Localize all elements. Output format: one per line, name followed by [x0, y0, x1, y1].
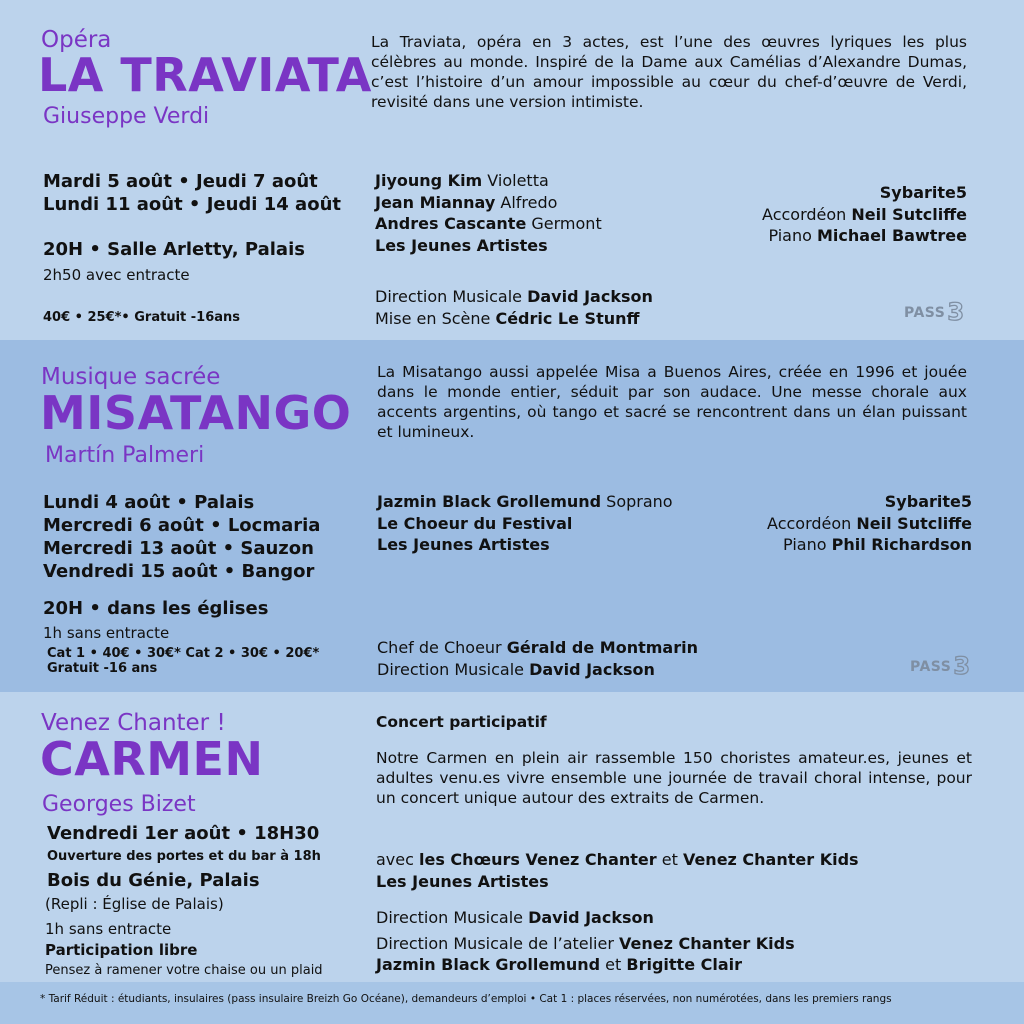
misatango-description: La Misatango aussi appelée Misa a Buenos Aires, créée en 1996 et jouée dans le monde entier, séduit par son audace. Une messe chorale aux accents argentins, où tango et sacré se rencontrent dans un élan puissant et lumineux.: [377, 363, 967, 441]
cast-name: Les Jeunes Artistes: [377, 535, 550, 554]
credit-name: Gérald de Montmarin: [506, 638, 698, 657]
ensemble-instrument: Piano: [768, 226, 817, 245]
misatango-dates: [43, 491, 320, 583]
misatango-credits: [377, 637, 698, 680]
traviata-genre: Opéra: [41, 27, 112, 53]
misatango-cast: [377, 491, 673, 556]
traviata-date-line: Mardi 5 août • Jeudi 7 août: [43, 171, 318, 192]
misatango-venue: 20H • dans les églises: [43, 598, 269, 619]
pass-label: PASS: [910, 659, 952, 675]
carmen-doors: Ouverture des portes et du bar à 18h: [47, 849, 321, 864]
traviata-venue: 20H • Salle Arletty, Palais: [43, 239, 305, 260]
pass-label: PASS: [904, 305, 946, 321]
cast-row: [375, 170, 602, 192]
ensemble-instrument: Piano: [783, 535, 832, 554]
carmen-fallback: (Repli : Église de Palais): [45, 895, 224, 913]
misatango-date-line: Mercredi 6 août • Locmaria: [43, 515, 321, 536]
cast-row: [377, 491, 673, 513]
carmen-subtitle: Concert participatif: [376, 713, 547, 731]
pass-number: 3: [947, 298, 965, 326]
traviata-title: LA TRAVIATA: [38, 48, 372, 102]
ensemble-name: Sybarite5: [884, 492, 972, 511]
conjunction: et: [656, 850, 683, 869]
carmen-note: Pensez à ramener votre chaise ou un plaid: [45, 963, 323, 978]
cast-role: Alfredo: [495, 192, 558, 212]
credit-name: David Jackson: [529, 659, 655, 679]
credit-name: Brigitte Clair: [626, 955, 743, 974]
traviata-dates: [43, 170, 341, 216]
traviata-date-line: Lundi 11 août • Jeudi 14 août: [43, 194, 341, 215]
traviata-ensemble: [762, 182, 967, 247]
carmen-duration: 1h sans entracte: [45, 920, 172, 938]
artists-name: Les Jeunes Artistes: [376, 871, 549, 891]
misatango-composer: Martín Palmeri: [45, 443, 205, 468]
credit-name: David Jackson: [528, 908, 654, 927]
carmen-venue: Bois du Génie, Palais: [47, 870, 260, 891]
traviata-credits: [375, 286, 653, 329]
misatango-date-line: Vendredi 15 août • Bangor: [43, 561, 315, 582]
price-line: Cat 1 • 40€ • 30€* Cat 2 • 30€ • 20€*: [47, 646, 320, 661]
credit-label: Mise en Scène: [375, 308, 496, 328]
pass-number: 3: [953, 652, 971, 680]
carmen-composer: Georges Bizet: [42, 792, 196, 817]
misatango-ensemble: [767, 491, 972, 556]
cast-name: Les Jeunes Artistes: [375, 235, 548, 255]
ensemble-player: Neil Sutcliffe: [856, 513, 972, 533]
price-line: Gratuit -16 ans: [47, 661, 158, 676]
misatango-title: MISATANGO: [40, 386, 352, 440]
credit-label: Direction Musicale de l’atelier: [376, 933, 620, 953]
cast-row: [375, 235, 602, 257]
cast-name: Jiyoung Kim: [375, 171, 483, 190]
credit-label: Direction Musicale: [376, 908, 529, 927]
cast-row: [377, 534, 673, 556]
traviata-cast: [375, 170, 602, 256]
credit-name: David Jackson: [527, 287, 653, 306]
ensemble-player: Michael Bawtree: [817, 226, 967, 245]
cast-role: Soprano: [601, 492, 673, 511]
credit-name: Venez Chanter Kids: [619, 933, 795, 953]
ensemble-player: Neil Sutcliffe: [851, 204, 967, 224]
cast-role: Violetta: [482, 171, 549, 190]
misatango-duration: 1h sans entracte: [43, 624, 170, 642]
carmen-description: Notre Carmen en plein air rassemble 150 choristes amateur.es, jeunes et adultes venu.es vivre ensemble une journée de travail choral intense, pour un concert unique autour des extraits de Carmen.: [376, 749, 972, 807]
carmen-performers: [376, 849, 859, 892]
conjunction: et: [600, 955, 627, 974]
with-prefix: avec: [376, 850, 419, 869]
choir-name: Venez Chanter Kids: [682, 850, 859, 869]
carmen-price: Participation libre: [45, 941, 198, 959]
misatango-date-line: Lundi 4 août • Palais: [43, 492, 255, 513]
footer-note: * Tarif Réduit : étudiants, insulaires (pass insulaire Breizh Go Océane), demandeurs d’emploi • Cat 1 : places réservées, non numérotées, dans les premiers rangs: [40, 993, 892, 1005]
traviata-duration: 2h50 avec entracte: [43, 266, 190, 284]
ensemble-player: Phil Richardson: [831, 535, 972, 554]
cast-name: Le Choeur du Festival: [377, 513, 573, 533]
credit-label: Direction Musicale: [377, 659, 530, 679]
carmen-genre: Venez Chanter !: [41, 710, 226, 736]
cast-role: Germont: [526, 214, 602, 233]
misatango-price: [47, 646, 319, 676]
credit-label: Chef de Choeur: [377, 638, 507, 657]
ensemble-instrument: Accordéon: [767, 513, 857, 533]
cast-name: Jazmin Black Grollemund: [377, 492, 602, 511]
misatango-date-line: Mercredi 13 août • Sauzon: [43, 538, 314, 559]
traviata-description: La Traviata, opéra en 3 actes, est l’une des œuvres lyriques les plus célèbres au monde. Inspiré de la Dame aux Camélias d’Alexandre Dumas, c’est l’histoire d’un amour impossible au cœur du chef-d’œuvre de Verdi, revisité dans une version intimiste.: [371, 33, 967, 111]
carmen-credits: [376, 907, 795, 976]
cast-name: Andres Cascante: [375, 214, 527, 233]
misatango-pass-badge: [910, 652, 971, 680]
credit-label: Direction Musicale: [375, 287, 528, 306]
traviata-pass-badge: [904, 298, 965, 326]
cast-name: Jean Miannay: [375, 192, 496, 212]
misatango-genre: Musique sacrée: [41, 364, 221, 390]
cast-row: [375, 192, 602, 214]
traviata-price: 40€ • 25€*• Gratuit -16ans: [43, 310, 241, 325]
cast-row: [377, 513, 673, 535]
choir-name: les Chœurs Venez Chanter: [419, 850, 657, 869]
carmen-date: Vendredi 1er août • 18H30: [47, 823, 320, 844]
ensemble-instrument: Accordéon: [762, 204, 852, 224]
cast-row: [375, 213, 602, 235]
credit-name: Jazmin Black Grollemund: [376, 955, 601, 974]
traviata-composer: Giuseppe Verdi: [43, 104, 210, 129]
carmen-title: CARMEN: [40, 732, 264, 786]
ensemble-name: Sybarite5: [879, 183, 967, 202]
credit-name: Cédric Le Stunff: [495, 308, 640, 328]
